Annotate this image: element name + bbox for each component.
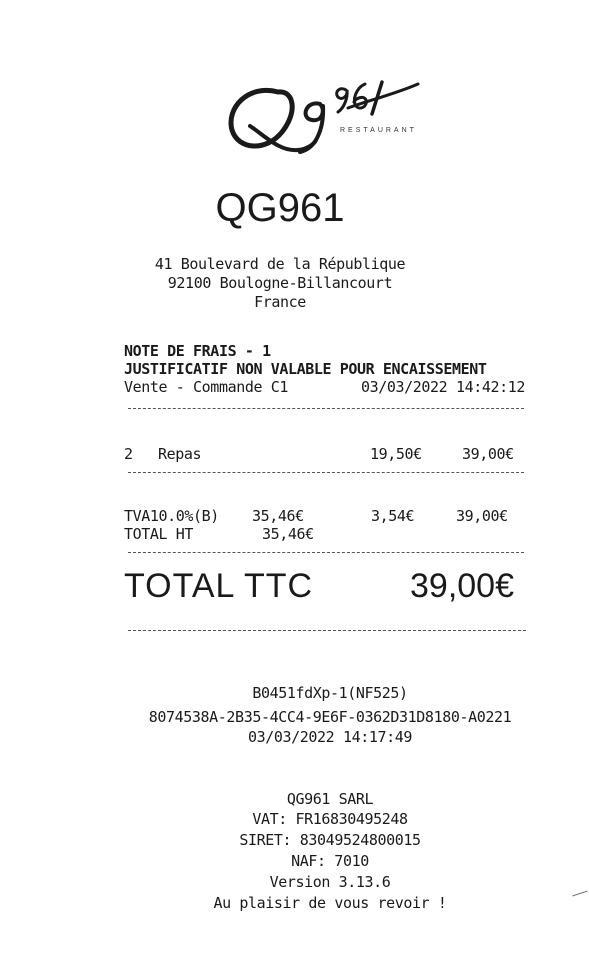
company-naf: NAF: 7010	[291, 852, 369, 870]
nf525-code: B0451fdXp-1(NF525)	[252, 684, 408, 702]
address-line-1: 41 Boulevard de la République	[154, 255, 406, 273]
justificatif-notice: JUSTIFICATIF NON VALABLE POUR ENCAISSEMENT	[124, 360, 487, 378]
restaurant-name: QG961	[215, 186, 345, 230]
total-ht-value: 35,46€	[262, 525, 314, 543]
total-ht-label: TOTAL HT	[124, 525, 194, 543]
footer-datetime: 03/03/2022 14:17:49	[248, 728, 412, 746]
order-datetime: 03/03/2022 14:42:12	[361, 378, 525, 396]
tax-ttc: 39,00€	[456, 507, 508, 525]
total-ttc-value: 39,00€	[410, 567, 514, 605]
separator	[128, 630, 526, 631]
separator	[128, 408, 524, 409]
note-de-frais: NOTE DE FRAIS - 1	[124, 342, 271, 360]
company-siret: SIRET: 83049524800015	[239, 831, 421, 849]
item-total: 39,00€	[462, 445, 514, 463]
tax-amount: 3,54€	[371, 507, 415, 525]
address-line-3: France	[254, 293, 306, 311]
restaurant-logo	[220, 70, 430, 175]
separator	[128, 472, 524, 473]
goodbye-message: Au plaisir de vous revoir !	[213, 894, 447, 912]
logo-tagline: RESTAURANT	[340, 127, 417, 134]
address-line-2: 92100 Boulogne-Billancourt	[167, 274, 393, 292]
item-unit-price: 19,50€	[370, 445, 422, 463]
item-name: Repas	[158, 445, 202, 463]
order-label: Vente - Commande C1	[124, 378, 288, 396]
software-version: Version 3.13.6	[269, 873, 391, 891]
item-qty: 2	[124, 445, 133, 463]
total-ttc-label: TOTAL TTC	[124, 567, 314, 605]
company-vat: VAT: FR16830495248	[252, 810, 408, 828]
separator	[128, 552, 524, 553]
transaction-id: 8074538A-2B35-4CC4-9E6F-0362D31D8180-A0221	[148, 708, 512, 726]
tax-base: 35,46€	[252, 507, 304, 525]
company-name: QG961 SARL	[286, 790, 374, 808]
tax-rate-label: TVA10.0%(B)	[124, 507, 219, 525]
